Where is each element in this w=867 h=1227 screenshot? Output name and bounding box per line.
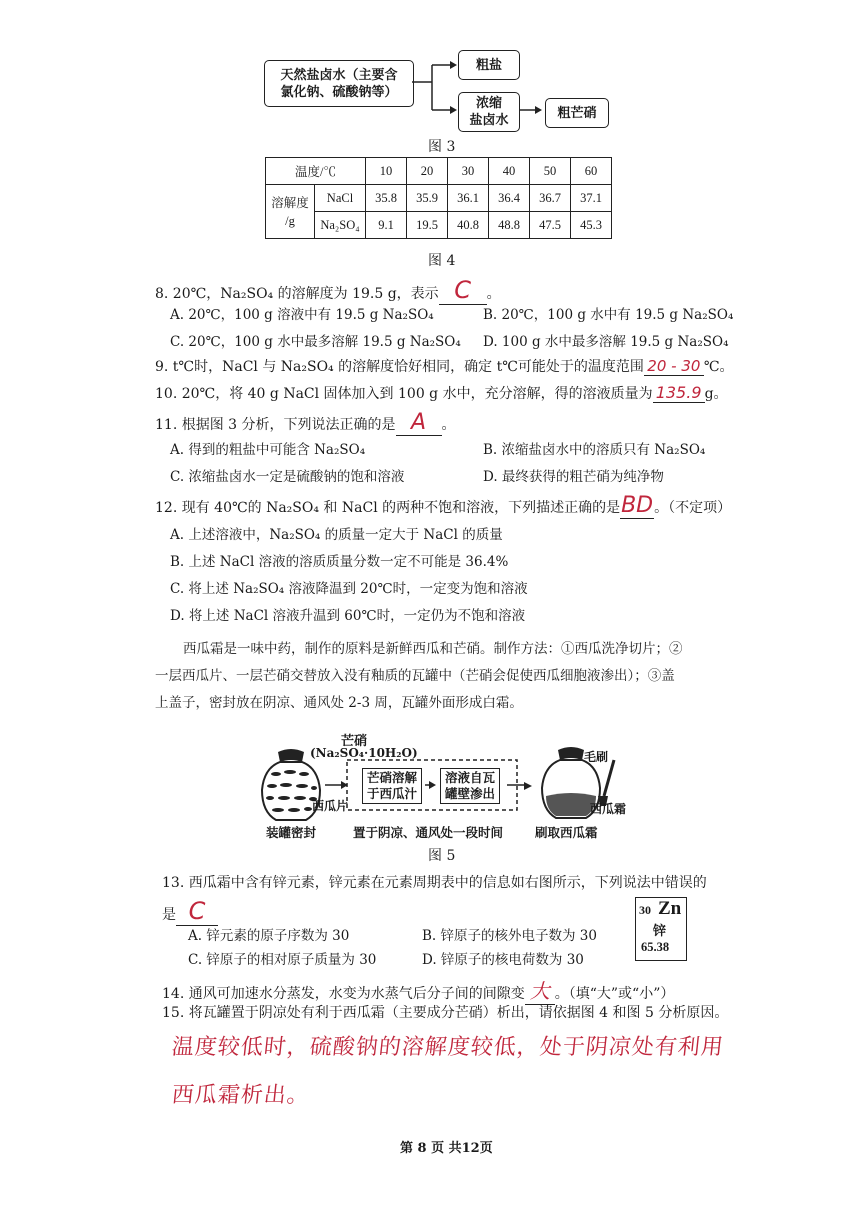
fig3-source-box bbox=[264, 60, 414, 107]
q10-answer: 135.9 bbox=[655, 383, 702, 402]
value-cell: 36.1 bbox=[448, 185, 489, 212]
fig3-concentrated-l2: 盐卤水 bbox=[469, 113, 509, 128]
q12-option-c: C. 将上述 Na₂SO₄ 溶液降温到 20℃时，一定变为饱和溶液 bbox=[170, 581, 528, 597]
fig5-step2-box bbox=[440, 768, 500, 804]
question-10 bbox=[155, 383, 728, 403]
row-label-l2: /g bbox=[285, 213, 295, 228]
q14-end: 。（填“大”或“小”） bbox=[554, 986, 675, 1002]
q9-end: ℃。 bbox=[703, 359, 734, 375]
q12-option-d: D. 将上述 NaCl 溶液升温到 60℃时，一定仍为不饱和溶液 bbox=[170, 608, 526, 624]
question-13 bbox=[162, 872, 707, 892]
q13-text: 13. 西瓜霜中含有锌元素，锌元素在元素周期表中的信息如右图所示，下列说法中错误的 bbox=[162, 875, 707, 891]
fig5-place-label: 置于阴凉、通风处一段时间 bbox=[353, 825, 504, 840]
solubility-table bbox=[265, 157, 612, 239]
fig3-crude-salt: 粗盐 bbox=[475, 57, 502, 73]
q12-end: 。（不定项） bbox=[654, 500, 732, 516]
fig3-concentrated-box bbox=[458, 92, 520, 132]
q13-option-d: D. 锌原子的核电荷数为 30 bbox=[422, 952, 584, 968]
q11-option-c: C. 浓缩盐卤水一定是硫酸钠的饱和溶液 bbox=[170, 469, 405, 485]
temp-cell: 20 bbox=[407, 158, 448, 185]
element-symbol: Zn bbox=[658, 898, 682, 919]
fig3-crude-mirabilite: 粗芒硝 bbox=[557, 105, 597, 121]
q11-option-b: B. 浓缩盐卤水中的溶质只有 Na₂SO₄ bbox=[483, 442, 706, 458]
q9-text: 9. t℃时，NaCl 与 Na₂SO₄ 的溶解度恰好相同，确定 t℃可能处于的温度范围 bbox=[155, 359, 644, 375]
passage-line1: 西瓜霜是一味中药，制作的原料是新鲜西瓜和芒硝。制作方法：①西瓜洗净切片；② bbox=[183, 641, 683, 657]
passage-line3: 上盖子，密封放在阴凉、通风处 2-3 周，瓦罐外面形成白霜。 bbox=[155, 695, 523, 711]
fig5-step1-l1: 芒硝溶解 bbox=[366, 770, 417, 785]
fig5-formula: (Na₂SO₄·10H₂O) bbox=[310, 746, 418, 760]
q8-option-b: B. 20℃，100 g 水中有 19.5 g Na₂SO₄ bbox=[483, 307, 734, 323]
value-cell: 45.3 bbox=[571, 212, 612, 239]
fig5-slice-label: 西瓜片 bbox=[312, 799, 349, 813]
element-card-zinc bbox=[635, 897, 687, 961]
q11-end: 。 bbox=[441, 417, 456, 433]
fig5-caption: 图 5 bbox=[428, 848, 456, 864]
value-cell: 19.5 bbox=[407, 212, 448, 239]
fig4-caption: 图 4 bbox=[428, 253, 456, 269]
q13-text2: 是 bbox=[162, 907, 176, 923]
value-cell: 36.7 bbox=[530, 185, 571, 212]
row-label-l1: 溶解度 bbox=[271, 195, 309, 210]
q12-option-b: B. 上述 NaCl 溶液的溶质质量分数一定不可能是 36.4% bbox=[170, 554, 509, 570]
value-cell: 48.8 bbox=[489, 212, 530, 239]
q8-end: 。 bbox=[486, 286, 501, 302]
fig3-source-line2: 氯化钠、硫酸钠等） bbox=[280, 84, 398, 100]
value-cell: 36.4 bbox=[489, 185, 530, 212]
passage-line2: 一层西瓜片、一层芒硝交替放入没有釉质的瓦罐中（芒硝会促使西瓜细胞液渗出）；③盖 bbox=[155, 668, 675, 684]
passage bbox=[155, 636, 720, 717]
question-15 bbox=[162, 1002, 728, 1022]
q13-answer: C bbox=[188, 897, 206, 925]
q15-text: 15. 将瓦罐置于阴凉处有利于西瓜霜（主要成分芒硝）析出，请依据图 4 和图 5 分析原因。 bbox=[162, 1005, 729, 1021]
page-footer: 第 8 页 共12页 bbox=[400, 1141, 493, 1156]
temp-cell: 40 bbox=[489, 158, 530, 185]
fig5-step2-l1: 溶液自瓦 bbox=[444, 770, 495, 785]
substance-cell: Na₂SO₄ bbox=[315, 212, 366, 239]
q11-text: 11. 根据图 3 分析，下列说法正确的是 bbox=[155, 417, 396, 433]
q10-text: 10. 20℃，将 40 g NaCl 固体加入到 100 g 水中，充分溶解，得的溶液质量为 bbox=[155, 386, 653, 402]
value-cell: 35.9 bbox=[407, 185, 448, 212]
q11-answer: A bbox=[411, 410, 427, 435]
value-cell: 47.5 bbox=[530, 212, 571, 239]
q8-text: 8. 20℃，Na₂SO₄ 的溶解度为 19.5 g，表示 bbox=[155, 286, 439, 302]
q8-answer: C bbox=[454, 276, 472, 304]
fig3-crude-salt-box bbox=[458, 50, 520, 80]
question-9 bbox=[155, 356, 734, 376]
q14-answer: 大 bbox=[529, 979, 550, 1003]
q13-option-c: C. 锌原子的相对原子质量为 30 bbox=[188, 952, 377, 968]
element-name: 锌 bbox=[653, 923, 667, 938]
temp-cell: 60 bbox=[571, 158, 612, 185]
fig5-brush-step-label: 刷取西瓜霜 bbox=[535, 825, 598, 840]
value-cell: 35.8 bbox=[366, 185, 407, 212]
temp-cell: 30 bbox=[448, 158, 489, 185]
fig3-crude-mirabilite-box bbox=[545, 98, 609, 128]
q8-option-d: D. 100 g 水中最多溶解 19.5 g Na₂SO₄ bbox=[483, 334, 729, 350]
q14-text: 14. 通风可加速水分蒸发，水变为水蒸气后分子间的间隙变 bbox=[162, 986, 525, 1002]
substance-cell: NaCl bbox=[315, 185, 366, 212]
table-header-label: 温度/℃ bbox=[266, 158, 366, 185]
fig5-mirabilite-label: 芒硝 bbox=[341, 734, 368, 749]
fig5-brush-label: 毛刷 bbox=[584, 750, 609, 764]
q9-answer: 20 - 30 bbox=[647, 357, 701, 375]
fig5-frost-label: 西瓜霜 bbox=[590, 802, 627, 816]
q10-end: g。 bbox=[704, 386, 728, 402]
q12-text: 12. 现有 40℃的 Na₂SO₄ 和 NaCl 的两种不饱和溶液，下列描述正确的是 bbox=[155, 500, 621, 516]
fig3-caption: 图 3 bbox=[428, 139, 456, 155]
fig5-step1-box bbox=[362, 768, 422, 804]
value-cell: 9.1 bbox=[366, 212, 407, 239]
q12-answer: BD bbox=[621, 493, 654, 518]
question-13-line2 bbox=[162, 897, 218, 926]
value-cell: 37.1 bbox=[571, 185, 612, 212]
q11-option-d: D. 最终获得的粗芒硝为纯净物 bbox=[483, 469, 664, 485]
element-number: 30 bbox=[639, 903, 651, 917]
question-12 bbox=[155, 493, 731, 519]
row-label bbox=[266, 185, 315, 239]
question-14 bbox=[162, 975, 674, 1005]
q8-option-a: A. 20℃，100 g 溶液中有 19.5 g Na₂SO₄ bbox=[170, 307, 434, 323]
question-11 bbox=[155, 410, 456, 436]
fig5-seal-label: 装罐密封 bbox=[266, 825, 317, 840]
q11-option-a: A. 得到的粗盐中可能含 Na₂SO₄ bbox=[170, 442, 366, 458]
element-mass: 65.38 bbox=[641, 940, 670, 954]
q15-handwritten-answer-line2: 西瓜霜析出。 bbox=[170, 1083, 312, 1108]
fig5-step2-l2: 罐壁渗出 bbox=[444, 786, 495, 801]
q12-option-a: A. 上述溶液中，Na₂SO₄ 的质量一定大于 NaCl 的质量 bbox=[170, 527, 503, 543]
fig3-source-line1: 天然盐卤水（主要含 bbox=[280, 67, 398, 83]
q8-option-c: C. 20℃，100 g 水中最多溶解 19.5 g Na₂SO₄ bbox=[170, 334, 461, 350]
question-8 bbox=[155, 276, 501, 305]
temp-cell: 10 bbox=[366, 158, 407, 185]
fig5-step1-l2: 于西瓜汁 bbox=[366, 786, 417, 801]
q13-option-b: B. 锌原子的核外电子数为 30 bbox=[422, 928, 597, 944]
q13-option-a: A. 锌元素的原子序数为 30 bbox=[188, 928, 350, 944]
temp-cell: 50 bbox=[530, 158, 571, 185]
value-cell: 40.8 bbox=[448, 212, 489, 239]
q15-handwritten-answer-line1: 温度较低时，硫酸钠的溶解度较低，处于阴凉处有利用 bbox=[170, 1035, 726, 1060]
fig3-concentrated-l1: 浓缩 bbox=[475, 96, 502, 111]
